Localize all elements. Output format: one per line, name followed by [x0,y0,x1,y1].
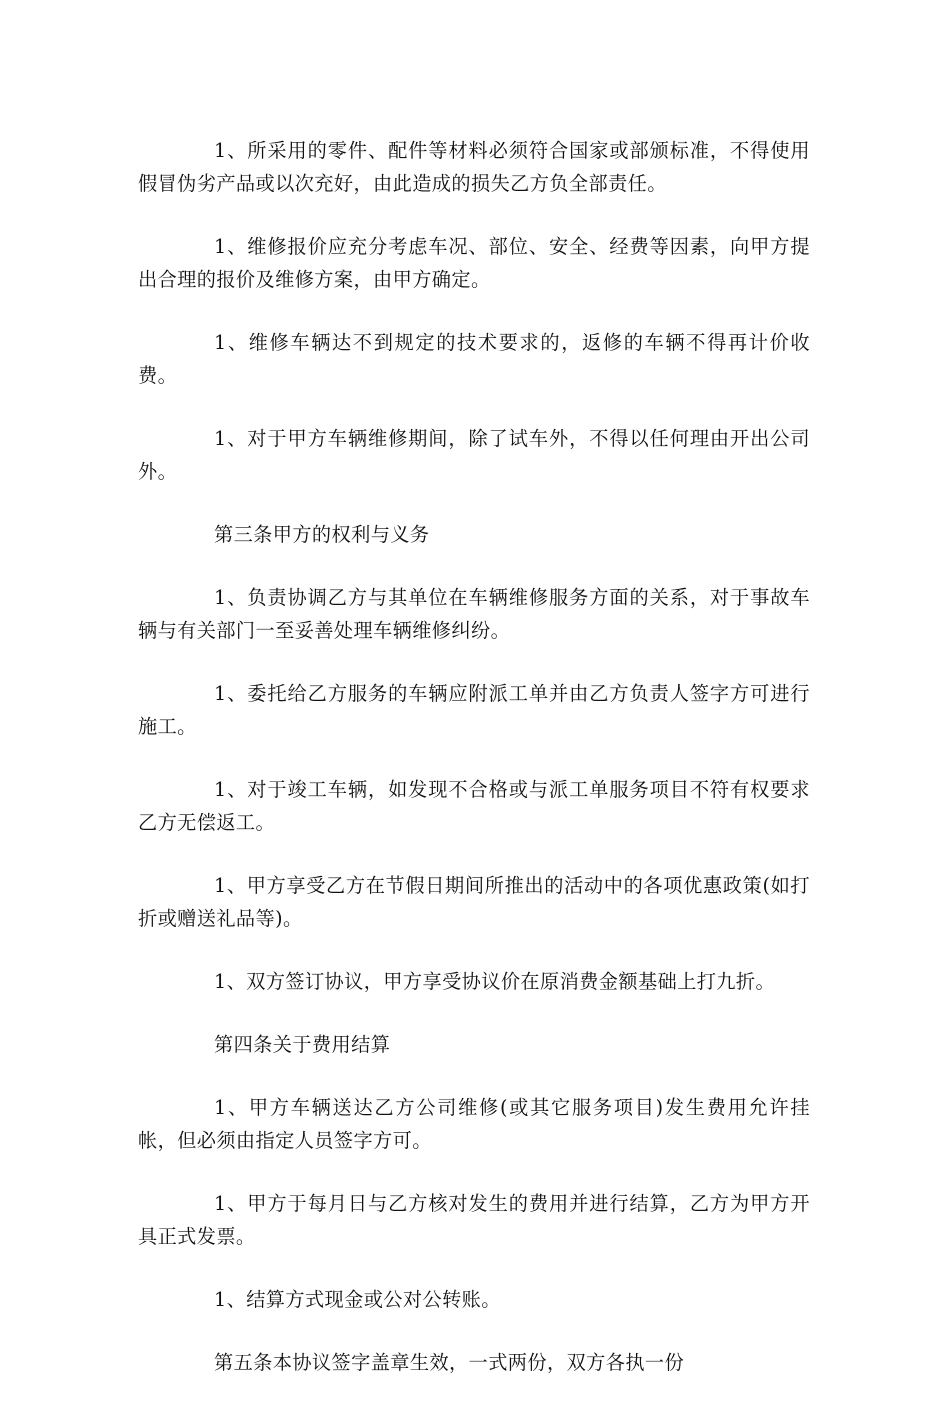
section-heading: 第四条关于费用结算 [214,1033,391,1056]
clause-paragraph: 1、甲方于每月日与乙方核对发生的费用并进行结算，乙方为甲方开具正式发票。 [138,1192,810,1248]
clause-paragraph: 1、维修车辆达不到规定的技术要求的，返修的车辆不得再计价收费。 [138,331,810,387]
clause-paragraph: 1、甲方享受乙方在节假日期间所推出的活动中的各项优惠政策(如打折或赠送礼品等)。 [138,874,810,930]
clause-paragraph: 1、甲方车辆送达乙方公司维修(或其它服务项目)发生费用允许挂帐，但必须由指定人员签字方可。 [138,1096,810,1152]
clause-paragraph: 1、维修报价应充分考虑车况、部位、安全、经费等因素，向甲方提出合理的报价及维修方案，由甲方确定。 [138,235,810,291]
clause-paragraph: 1、对于竣工车辆，如发现不合格或与派工单服务项目不符有权要求乙方无偿返工。 [138,778,810,834]
clause-paragraph: 1、负责协调乙方与其单位在车辆维修服务方面的关系，对于事故车辆与有关部门一至妥善处理车辆维修纠纷。 [138,586,810,642]
clause-paragraph: 1、委托给乙方服务的车辆应附派工单并由乙方负责人签字方可进行施工。 [138,682,810,738]
clause-paragraph: 1、对于甲方车辆维修期间，除了试车外，不得以任何理由开出公司外。 [138,427,810,483]
section-heading: 第五条本协议签字盖章生效，一式两份，双方各执一份 [214,1351,685,1374]
clause-paragraph: 1、结算方式现金或公对公转账。 [214,1288,501,1311]
clause-paragraph: 1、双方签订协议，甲方享受协议价在原消费金额基础上打九折。 [214,970,776,993]
section-heading: 第三条甲方的权利与义务 [214,523,430,546]
document-body [138,134,810,1409]
clause-paragraph: 1、所采用的零件、配件等材料必须符合国家或部颁标准，不得使用假冒伪劣产品或以次充好，由此造成的损失乙方负全部责任。 [138,139,810,195]
